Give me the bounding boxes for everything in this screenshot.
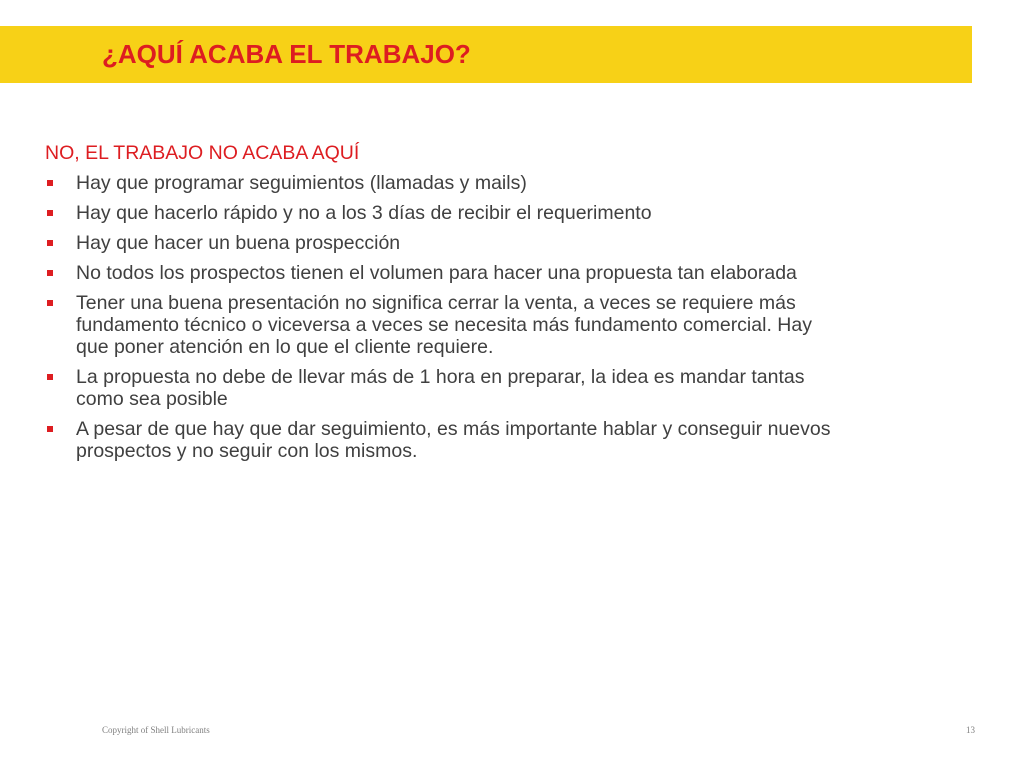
- bullet-item: [45, 292, 835, 358]
- slide-subtitle: NO, EL TRABAJO NO ACABA AQUÍ: [45, 142, 360, 164]
- bullet-item: [45, 172, 835, 194]
- square-bullet-icon: [47, 270, 53, 276]
- bullet-text: La propuesta no debe de llevar más de 1 hora en preparar, la idea es mandar tantas como sea posible: [76, 366, 805, 410]
- bullet-text: Tener una buena presentación no significa cerrar la venta, a veces se requiere más fundamento técnico o viceversa a veces se necesita más fundamento comercial. Hay que poner atención en lo que el cliente requiere.: [76, 292, 812, 358]
- square-bullet-icon: [47, 426, 53, 432]
- square-bullet-icon: [47, 240, 53, 246]
- bullet-text: Hay que hacer un buena prospección: [76, 232, 401, 254]
- bullet-item: [45, 366, 835, 410]
- bullet-item: [45, 262, 835, 284]
- bullet-text: No todos los prospectos tienen el volumen para hacer una propuesta tan elaborada: [76, 262, 797, 284]
- footer-copyright: Copyright of Shell Lubricants: [102, 725, 210, 735]
- bullet-item: [45, 202, 835, 224]
- slide-title: ¿AQUÍ ACABA EL TRABAJO?: [102, 39, 471, 69]
- bullet-list: [45, 172, 835, 462]
- bullet-text: Hay que hacerlo rápido y no a los 3 días de recibir el requerimento: [76, 202, 652, 224]
- square-bullet-icon: [47, 300, 53, 306]
- bullet-text: A pesar de que hay que dar seguimiento, es más importante hablar y conseguir nuevos prospectos y no seguir con los mismos.: [76, 418, 831, 462]
- square-bullet-icon: [47, 374, 53, 380]
- slide-content: [45, 141, 835, 470]
- title-bar: [0, 26, 972, 83]
- square-bullet-icon: [47, 180, 53, 186]
- bullet-text: Hay que programar seguimientos (llamadas y mails): [76, 172, 527, 194]
- bullet-item: [45, 232, 835, 254]
- square-bullet-icon: [47, 210, 53, 216]
- bullet-item: [45, 418, 835, 462]
- page-number: 13: [966, 725, 975, 735]
